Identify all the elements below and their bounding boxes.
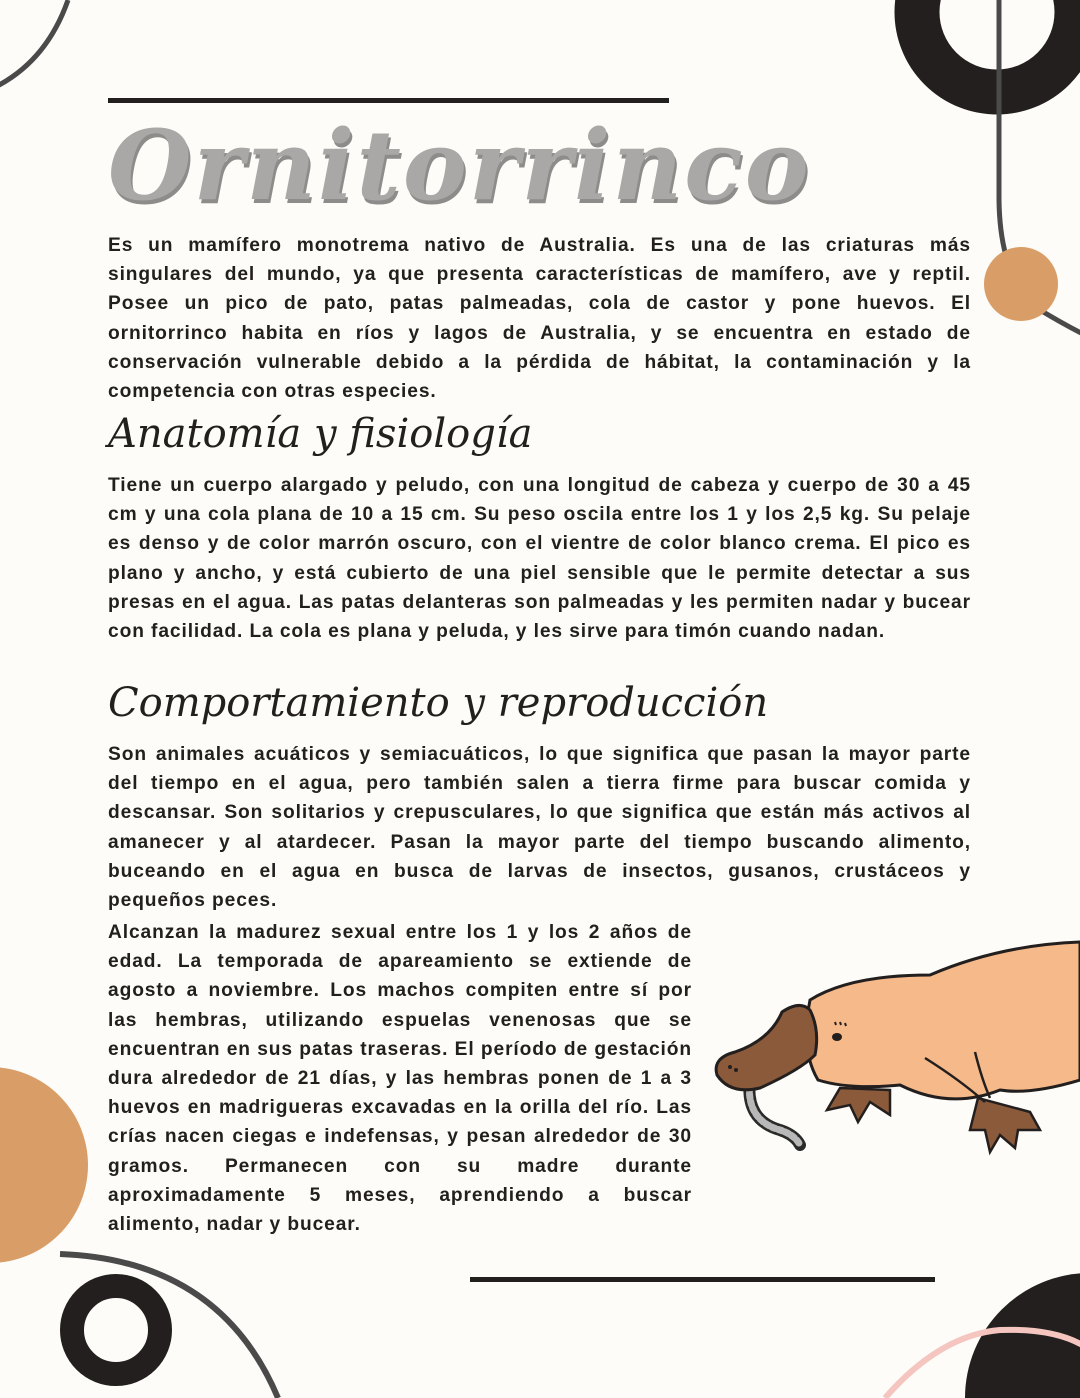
bottom-left-ring xyxy=(72,1286,160,1374)
front-flipper xyxy=(827,1088,890,1122)
bottom-rule xyxy=(470,1277,935,1282)
bottom-left-orange-circle xyxy=(0,1067,88,1263)
platypus-illustration xyxy=(700,930,1080,1160)
platypus-bill xyxy=(716,1005,817,1089)
top-right-orange-dot xyxy=(984,247,1058,321)
hind-flipper xyxy=(970,1098,1040,1152)
reproduction-paragraph: Alcanzan la madurez sexual entre los 1 y los 2 años de edad. La temporada de apareamiento se extiende de agosto a noviembre. Los machos compiten entre sí por las hembras, utilizando espuelas venenosas que se encuentran en sus patas traseras. El período de gestación dura alrededor de 21 días, y las hembras ponen de 1 a 3 huevos en madrigueras excavadas en la orilla del río. Las crías nacen ciegas e indefensas, y pesan alrededor de 30 gramos. Permanecen con su madre durante aproximadamente 5 meses, aprendiendo a buscar alimento, nadar y bucear. xyxy=(108,922,692,1236)
page-title: Ornitorrinco xyxy=(108,109,811,222)
top-rule xyxy=(108,98,669,103)
intro-paragraph: Es un mamífero monotrema nativo de Australia. Es una de las criaturas más singulares del mundo, ya que presenta características de mamífero, ave y reptil. Posee un pico de pato, patas palmeadas, cola de castor y pone huevos. El ornitorrinco habita en ríos y lagos de Australia, y se encuentra en estado de conservación vulnerable debido a la pérdida de hábitat, la contaminación y la competencia con otras especies. xyxy=(108,235,971,403)
section-heading-behavior: Comportamiento y reproducción xyxy=(108,680,769,726)
platypus-body xyxy=(806,942,1080,1099)
behavior-paragraph: Son animales acuáticos y semiacuáticos, lo que significa que pasan la mayor parte del tiempo en el agua, pero también salen a tierra firme para buscar comida y descansar. Son solitarios y crepusculares, lo que significa que están más activos al amanecer y al atardecer. Pasan la mayor parte del tiempo buscando alimento, buceando en el agua en busca de larvas de insectos, gusanos, crustáceos y pequeños peces. xyxy=(108,744,971,912)
platypus-eye xyxy=(832,1033,842,1041)
top-left-arc xyxy=(0,0,68,100)
section-heading-anatomy: Anatomía y fisiología xyxy=(108,411,533,457)
anatomy-paragraph: Tiene un cuerpo alargado y peludo, con una longitud de cabeza y cuerpo de 30 a 45 cm y una cola plana de 10 a 15 cm. Su peso oscila entre los 1 y los 2,5 kg. Su pelaje es denso y de color marrón oscuro, con el vientre de color blanco crema. El pico es plano y ancho, y está cubierto de una piel sensible que le permite detectar a sus presas en el agua. Las patas delanteras son palmeadas y les permiten nadar y bucear con facilidad. La cola es plana y peluda, y les sirve para timón cuando nadan. xyxy=(108,475,971,643)
